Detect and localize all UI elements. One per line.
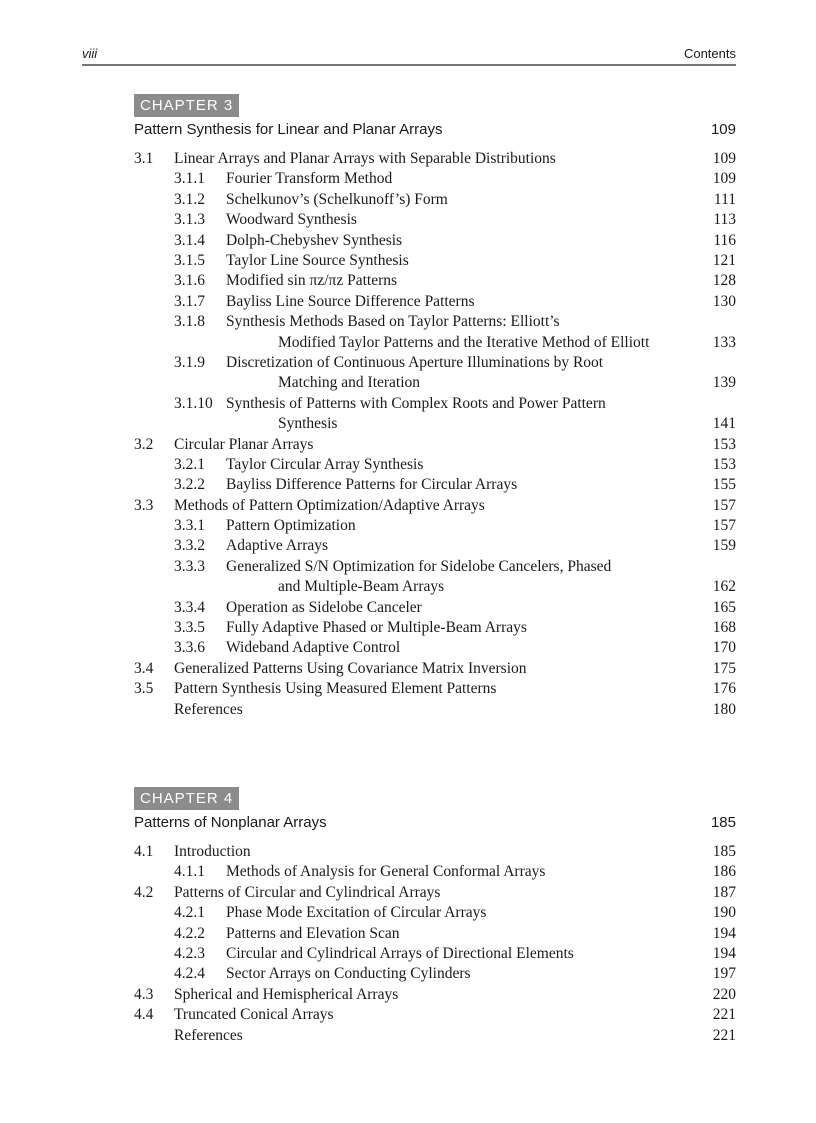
toc-entry[interactable] (134, 862, 736, 882)
entry-text-wrap (226, 353, 680, 394)
entry-page-number: 159 (712, 537, 736, 555)
entry-page-number: 190 (712, 904, 736, 922)
section-number: 3.1.4 (174, 231, 205, 249)
chapter-title: Patterns of Nonplanar Arrays (134, 814, 327, 831)
entry-text-wrap (226, 231, 680, 251)
entry-page-number: 109 (712, 170, 736, 188)
entry-text-wrap (226, 312, 680, 353)
section-title: Adaptive Arrays (226, 537, 329, 555)
section-title: Woodward Synthesis (226, 211, 357, 229)
entry-text-wrap (226, 618, 680, 638)
section-number: 3.3.5 (174, 619, 205, 637)
entry-page-number: 170 (712, 639, 736, 657)
entry-text-wrap (226, 944, 680, 964)
section-title: Generalized Patterns Using Covariance Matrix Inversion (174, 659, 527, 677)
toc-entry[interactable] (134, 883, 736, 903)
toc-entry[interactable] (134, 271, 736, 291)
entry-text-wrap (174, 985, 680, 1005)
section-number: 3.1 (134, 150, 154, 167)
toc-entry[interactable] (134, 679, 736, 699)
entry-page-number: 221 (712, 1006, 736, 1024)
section-title: Pattern Synthesis Using Measured Element Patterns (174, 680, 497, 698)
section-title: Taylor Line Source Synthesis (226, 251, 409, 269)
entry-text-wrap (226, 190, 680, 210)
entry-page-number: 133 (712, 333, 736, 351)
entry-page-number: 141 (712, 415, 736, 433)
entry-text-wrap (226, 638, 680, 658)
entry-text-wrap (226, 292, 680, 312)
section-title: Taylor Circular Array Synthesis (226, 455, 424, 473)
toc-entry[interactable] (134, 394, 736, 435)
entry-text-wrap (226, 557, 680, 598)
section-number: 4.2.3 (174, 944, 205, 962)
section-number: 3.1.3 (174, 211, 205, 229)
section-title: Patterns of Circular and Cylindrical Arrays (174, 883, 441, 901)
section-number: 3.1.8 (174, 313, 205, 331)
entry-page-number: 187 (712, 883, 736, 901)
entry-text-wrap (226, 903, 680, 923)
entry-text-wrap (226, 862, 680, 882)
section-number: 3.2.1 (174, 455, 205, 473)
entry-page-number: 186 (712, 863, 736, 881)
entry-page-number: 153 (712, 455, 736, 473)
section-number: 3.1.5 (174, 251, 205, 269)
entry-text-wrap (226, 924, 680, 944)
section-title: Patterns and Elevation Scan (226, 924, 400, 942)
entry-text-wrap (174, 883, 680, 903)
entry-text-wrap (226, 271, 680, 291)
entry-text-wrap (174, 149, 680, 169)
section-title: Spherical and Hemispherical Arrays (174, 985, 399, 1003)
entry-page-number: 162 (712, 578, 736, 596)
entry-text-wrap (226, 536, 680, 556)
entry-text-wrap (226, 598, 680, 618)
toc-entry[interactable] (134, 964, 736, 984)
toc-entry[interactable] (134, 455, 736, 475)
entry-page-number: 153 (712, 435, 736, 453)
chapter-page-number: 185 (710, 814, 736, 831)
section-number: 3.2.2 (174, 476, 205, 494)
section-title: Schelkunov’s (Schelkunoff’s) Form (226, 190, 448, 208)
entry-page-number: 116 (713, 231, 736, 249)
toc-entry[interactable] (134, 292, 736, 312)
section-number: 3.5 (134, 680, 154, 698)
section-title: Dolph-Chebyshev Synthesis (226, 231, 403, 249)
entry-page-number: 194 (712, 944, 736, 962)
section-title: Generalized S/N Optimization for Sidelobe Cancelers, Phased (226, 557, 612, 575)
toc-entry[interactable] (134, 210, 736, 230)
toc-entry[interactable] (134, 985, 736, 1005)
section-title: References (174, 700, 243, 718)
section-number: 3.1.7 (174, 292, 205, 310)
toc-list (134, 842, 736, 1046)
entry-text-wrap (174, 659, 680, 679)
toc-entry[interactable] (134, 516, 736, 536)
header-rule (82, 64, 736, 66)
section-number: 3.1.6 (174, 272, 205, 290)
page-folio: viii (82, 46, 98, 61)
chapter-page-number: 109 (710, 121, 736, 138)
entry-text-wrap (174, 1005, 680, 1025)
entry-page-number: 194 (712, 924, 736, 942)
entry-page-number: 168 (712, 619, 736, 637)
entry-page-number: 130 (712, 292, 736, 310)
section-number: 3.1.2 (174, 190, 205, 208)
entry-page-number: 180 (712, 700, 736, 718)
entry-page-number: 221 (712, 1026, 736, 1044)
toc-entry[interactable] (134, 700, 736, 720)
entry-page-number: 128 (712, 272, 736, 290)
section-title: Discretization of Continuous Aperture Illuminations by Root (226, 353, 604, 371)
section-number: 3.1.9 (174, 353, 205, 371)
entry-page-number: 121 (712, 251, 736, 269)
toc-entry[interactable] (134, 231, 736, 251)
entry-text-wrap (174, 679, 680, 699)
section-number: 4.3 (134, 985, 154, 1003)
section-title: Wideband Adaptive Control (226, 639, 401, 657)
section-title: Fourier Transform Method (226, 170, 393, 188)
entry-text-wrap (226, 169, 680, 189)
section-title-continued: and Multiple-Beam Arrays (278, 578, 445, 596)
toc-entry[interactable] (134, 1026, 736, 1046)
section-title: Fully Adaptive Phased or Multiple-Beam Arrays (226, 619, 527, 637)
chapter-4-block (134, 787, 736, 1046)
section-title-continued: Modified Taylor Patterns and the Iterative Method of Elliott (278, 333, 650, 351)
section-number: 4.4 (134, 1006, 154, 1024)
chapter-heading[interactable] (134, 119, 736, 141)
toc-list (134, 149, 736, 720)
section-title-continued: Matching and Iteration (278, 374, 421, 392)
section-title: Truncated Conical Arrays (174, 1006, 334, 1024)
chapter-label: CHAPTER 4 (134, 787, 239, 810)
running-head (82, 44, 736, 64)
section-number: 4.1 (134, 843, 154, 860)
entry-text-wrap (226, 455, 680, 475)
section-title: Modified sin πz/πz Patterns (226, 272, 398, 290)
entry-page-number: 109 (712, 149, 736, 167)
section-title-continued: Synthesis (278, 415, 338, 433)
section-number: 3.3.4 (174, 598, 205, 616)
section-number: 3.4 (134, 659, 154, 677)
entry-text-wrap (174, 842, 680, 862)
section-number: 3.3.6 (174, 639, 205, 657)
section-title: Sector Arrays on Conducting Cylinders (226, 965, 471, 983)
section-title: References (174, 1026, 243, 1044)
section-title: Synthesis Methods Based on Taylor Patterns: Elliott’s (226, 313, 560, 331)
entry-page-number: 220 (712, 985, 736, 1003)
entry-page-number: 176 (712, 680, 736, 698)
toc-entry[interactable] (134, 557, 736, 598)
section-number: 3.3.3 (174, 557, 205, 575)
toc-entry[interactable] (134, 312, 736, 353)
section-number: 4.1.1 (174, 863, 205, 881)
chapter-title: Pattern Synthesis for Linear and Planar Arrays (134, 121, 443, 138)
entry-page-number: 175 (712, 659, 736, 677)
toc-entry[interactable] (134, 496, 736, 516)
entry-text-wrap (226, 475, 680, 495)
toc-entry[interactable] (134, 251, 736, 271)
chapter-heading[interactable] (134, 812, 736, 834)
toc-entry[interactable] (134, 149, 736, 169)
section-number: 3.3.1 (174, 517, 205, 535)
section-title: Bayliss Line Source Difference Patterns (226, 292, 475, 310)
running-title: Contents (683, 46, 736, 61)
section-title: Introduction (174, 843, 251, 860)
toc-entry[interactable] (134, 190, 736, 210)
section-title: Methods of Pattern Optimization/Adaptive Arrays (174, 496, 485, 514)
section-number: 3.3.2 (174, 537, 205, 555)
section-title: Linear Arrays and Planar Arrays with Separable Distributions (174, 150, 556, 167)
toc-entry[interactable] (134, 1005, 736, 1025)
entry-page-number: 185 (712, 842, 736, 860)
entry-text-wrap (226, 394, 680, 435)
entry-page-number: 111 (713, 190, 736, 208)
entry-text-wrap (174, 435, 680, 455)
chapter-3-block (134, 94, 736, 720)
entry-page-number: 139 (712, 374, 736, 392)
section-number: 3.1.1 (174, 170, 205, 188)
section-number: 3.1.10 (174, 394, 213, 412)
section-number: 4.2 (134, 883, 154, 901)
section-number: 4.2.4 (174, 965, 205, 983)
entry-page-number: 157 (712, 496, 736, 514)
entry-text-wrap (174, 496, 680, 516)
toc-entry[interactable] (134, 435, 736, 455)
section-number: 4.2.1 (174, 904, 205, 922)
toc-entry[interactable] (134, 903, 736, 923)
toc-entry[interactable] (134, 659, 736, 679)
entry-text-wrap (174, 700, 680, 720)
toc-entry[interactable] (134, 169, 736, 189)
entry-page-number: 157 (712, 517, 736, 535)
toc-entry[interactable] (134, 638, 736, 658)
entry-page-number: 155 (712, 476, 736, 494)
toc-entry[interactable] (134, 618, 736, 638)
entry-text-wrap (226, 251, 680, 271)
toc-entry[interactable] (134, 944, 736, 964)
entry-page-number: 197 (712, 965, 736, 983)
section-title: Bayliss Difference Patterns for Circular Arrays (226, 476, 518, 494)
chapter-label: CHAPTER 3 (134, 94, 239, 117)
section-title: Operation as Sidelobe Canceler (226, 598, 422, 616)
toc-entry[interactable] (134, 353, 736, 394)
entry-text-wrap (226, 964, 680, 984)
toc-entry[interactable] (134, 475, 736, 495)
toc-entry[interactable] (134, 842, 736, 862)
toc-entry[interactable] (134, 598, 736, 618)
section-title: Synthesis of Patterns with Complex Roots and Power Pattern (226, 394, 606, 412)
toc-entry[interactable] (134, 924, 736, 944)
entry-page-number: 113 (713, 211, 736, 229)
toc-entry[interactable] (134, 536, 736, 556)
section-title: Pattern Optimization (226, 517, 356, 535)
section-title: Methods of Analysis for General Conformal Arrays (226, 863, 546, 881)
entry-text-wrap (174, 1026, 680, 1046)
section-title: Phase Mode Excitation of Circular Arrays (226, 904, 487, 922)
section-number: 4.2.2 (174, 924, 205, 942)
section-title: Circular Planar Arrays (174, 435, 314, 453)
entry-text-wrap (226, 210, 680, 230)
section-number: 3.2 (134, 435, 154, 453)
entry-text-wrap (226, 516, 680, 536)
section-title: Circular and Cylindrical Arrays of Directional Elements (226, 944, 574, 962)
entry-page-number: 165 (712, 598, 736, 616)
section-number: 3.3 (134, 496, 154, 514)
